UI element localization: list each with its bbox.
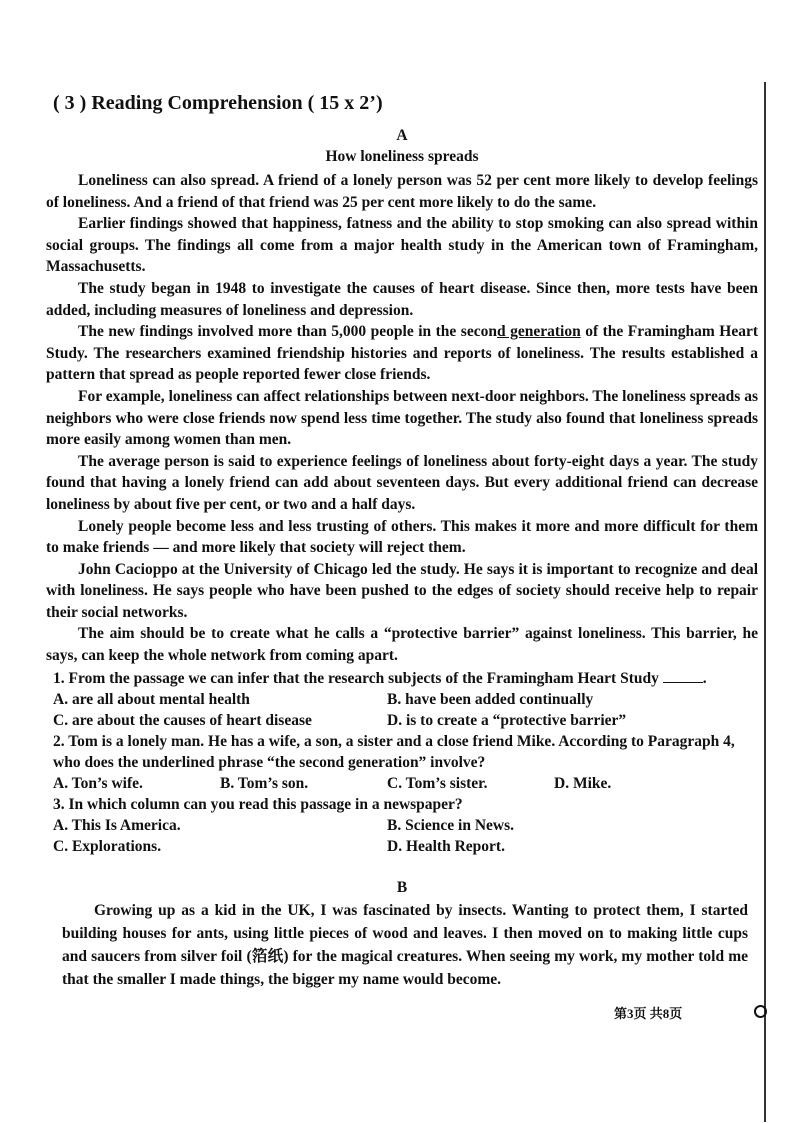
options	[53, 773, 753, 794]
paragraph: Earlier findings showed that happiness, fatness and the ability to stop smoking can also spread within social groups. The findings all come from a major health study in the American town of Framingham, Massachusetts.	[46, 215, 758, 276]
passage-b-letter: B	[396, 879, 408, 896]
paragraph: John Cacioppo at the University of Chicago led the study. He says it is important to recognize and deal with loneliness. He says people who have been pushed to the edges of society should receive help to repair their social networks.	[46, 560, 758, 621]
question-stem	[53, 668, 753, 689]
paragraph-text: of the Framingham Heart Study. The researchers examined friendship histories and reports of loneliness. The results established a pattern that spread as people reported fewer close friends.	[46, 323, 758, 384]
option-b: B. Science in News.	[387, 817, 515, 834]
answer-blank	[663, 668, 703, 683]
question-stem: 2. Tom is a lonely man. He has a wife, a son, a sister and a close friend Mike. According to Paragraph 4, who does the underlined phrase “the second generation” involve?	[53, 733, 735, 771]
paragraph: The study began in 1948 to investigate the causes of heart disease. Since then, more tests have been added, including measures of loneliness and depression.	[46, 279, 758, 319]
question-end: .	[702, 670, 707, 687]
binding-hole-icon	[754, 1005, 767, 1018]
option-c: C. are about the causes of heart disease	[53, 712, 312, 729]
question-1	[53, 668, 753, 731]
options	[53, 689, 753, 731]
option-b: B. have been added continually	[387, 691, 594, 708]
paragraph: The aim should be to create what he calls a “protective barrier” against loneliness. This barrier, he says, can keep the whole network from coming apart.	[46, 625, 758, 665]
option-d: D. Health Report.	[387, 838, 505, 855]
option-a: A. are all about mental health	[53, 691, 250, 708]
question-2	[53, 731, 753, 794]
option-d: D. is to create a “protective barrier”	[387, 712, 627, 729]
option-a: A. Ton’s wife.	[53, 775, 143, 792]
option-c: C. Explorations.	[53, 838, 162, 855]
paragraph: Growing up as a kid in the UK, I was fascinated by insects. Wanting to protect them, I started building houses for ants, using little pieces of wood and leaves. I then moved on to making little cups and saucers from silver foil (箔纸) for the magical creatures. When seeing my work, my mother told me that the smaller I made things, the bigger my name would become.	[62, 902, 748, 988]
option-a: A. This Is America.	[53, 817, 181, 834]
passage-a-title: How loneliness spreads	[325, 148, 479, 165]
paragraph: Loneliness can also spread. A friend of a lonely person was 52 per cent more likely to develop feelings of loneliness. And a friend of that friend was 25 per cent more likely to do the same.	[46, 172, 758, 211]
section-heading: ( 3 ) Reading Comprehension ( 15 x 2’)	[53, 92, 383, 114]
options	[53, 815, 753, 857]
question-stem: 3. In which column can you read this passage in a newspaper?	[53, 796, 463, 813]
paragraph-text: The new findings involved more than 5,000 people in the secon	[78, 323, 497, 341]
passage-a-letter: A	[396, 127, 408, 144]
underlined-phrase: d generation	[496, 323, 581, 341]
passage-b-body	[62, 899, 748, 991]
question-3	[53, 794, 753, 857]
option-b: B. Tom’s son.	[220, 775, 309, 792]
paragraph: Lonely people become less and less trusting of others. This makes it more and more difficult for them to make friends — and more likely that society will reject them.	[46, 517, 758, 557]
option-d: D. Mike.	[554, 775, 612, 792]
margin-rule	[764, 82, 766, 1122]
question-text: 1. From the passage we can infer that the research subjects of the Framingham Heart Study	[53, 670, 659, 687]
paragraph: For example, loneliness can affect relationships between next-door neighbors. The loneliness spreads as neighbors who were close friends now spend less time together. The study also found that loneliness spreads more easily among women than men.	[46, 387, 758, 449]
paragraph: The average person is said to experience feelings of loneliness about forty-eight days a year. The study found that having a lonely friend can add about seventeen days. But every additional friend can decrease loneliness by about five per cent, or two and a half days.	[46, 452, 758, 513]
option-c: C. Tom’s sister.	[387, 775, 488, 792]
paragraph-4	[46, 321, 758, 386]
passage-a-body	[46, 170, 758, 667]
page-number: 第3页 共8页	[614, 1006, 683, 1021]
